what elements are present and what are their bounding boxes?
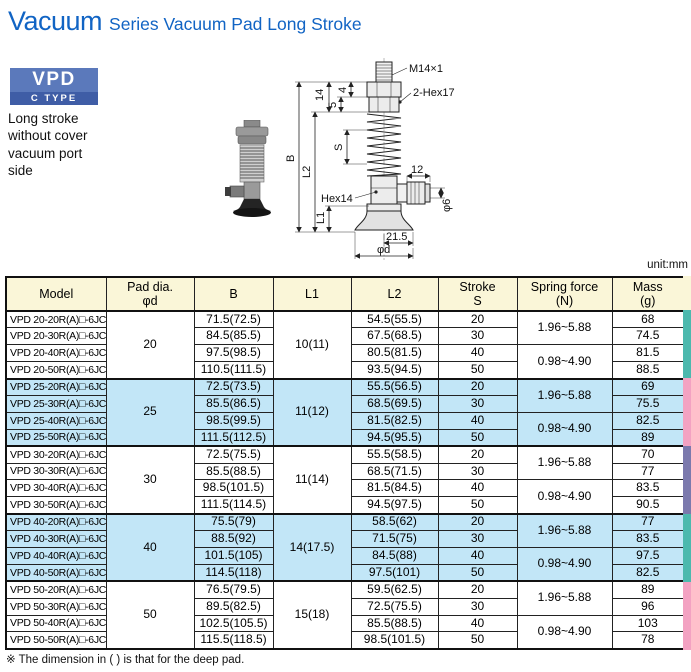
spring-force-cell: 0.98~4.90 [517,547,612,581]
table-row [6,514,684,531]
b-cell: 85.5(86.5) [194,395,273,412]
mass-cell: 74.5 [612,328,684,345]
model-cell: VPD 20-20R(A)□-6JC [6,311,106,328]
model-cell: VPD 40-40R(A)□-6JC [6,547,106,564]
col-header-stroke: Stroke S [438,277,517,311]
stroke-cell: 50 [438,362,517,379]
stroke-cell: 20 [438,446,517,463]
b-cell: 72.5(73.5) [194,379,273,396]
mass-cell: 89 [612,581,684,598]
dim-label-5: 5 [327,101,339,108]
model-cell: VPD 25-30R(A)□-6JC [6,395,106,412]
l2-cell: 68.5(71.5) [351,463,438,480]
model-cell: VPD 50-40R(A)□-6JC [6,615,106,632]
l2-cell: 55.5(58.5) [351,446,438,463]
b-cell: 71.5(72.5) [194,311,273,328]
stroke-cell: 20 [438,379,517,396]
b-cell: 97.5(98.5) [194,345,273,362]
stroke-cell: 40 [438,615,517,632]
col-header-spring-force: Spring force (N) [517,277,612,311]
l2-cell: 71.5(75) [351,531,438,548]
b-cell: 98.5(101.5) [194,480,273,497]
mass-cell: 70 [612,446,684,463]
l2-cell: 67.5(68.5) [351,328,438,345]
mass-cell: 68 [612,311,684,328]
mass-cell: 97.5 [612,547,684,564]
strips [683,310,691,650]
spring-force-cell: 1.96~5.88 [517,514,612,548]
spring-force-cell: 0.98~4.90 [517,615,612,649]
dim-label-phid: φd [377,244,391,256]
l2-cell: 93.5(94.5) [351,362,438,379]
col-header-l2: L2 [351,277,438,311]
product-photo [216,120,288,220]
dim-label-12: 12 [411,164,424,176]
dim-label-l1: L1 [315,211,327,224]
l2-cell: 97.5(101) [351,564,438,581]
stroke-cell: 40 [438,412,517,429]
l1-cell: 15(18) [273,581,351,649]
dim-label-hex17: 2-Hex17 [413,87,455,99]
dim-label-l2: L2 [301,165,313,178]
model-cell: VPD 25-20R(A)□-6JC [6,379,106,396]
l2-cell: 94.5(97.5) [351,497,438,514]
stroke-cell: 30 [438,531,517,548]
mass-cell: 89 [612,429,684,446]
table-row [6,446,684,463]
mass-cell: 88.5 [612,362,684,379]
b-cell: 115.5(118.5) [194,632,273,649]
mass-cell: 75.5 [612,395,684,412]
b-cell: 72.5(75.5) [194,446,273,463]
group-color-strip [683,446,691,514]
l1-cell: 10(11) [273,311,351,379]
model-cell: VPD 20-40R(A)□-6JC [6,345,106,362]
l1-cell: 11(14) [273,446,351,514]
b-cell: 84.5(85.5) [194,328,273,345]
stroke-cell: 30 [438,598,517,615]
model-cell: VPD 50-20R(A)□-6JC [6,581,106,598]
pad-dia-cell: 50 [106,581,194,649]
spring-force-cell: 0.98~4.90 [517,345,612,379]
technical-drawing [283,54,505,270]
stroke-cell: 30 [438,463,517,480]
stroke-cell: 40 [438,547,517,564]
mass-cell: 78 [612,632,684,649]
b-cell: 89.5(82.5) [194,598,273,615]
b-cell: 102.5(105.5) [194,615,273,632]
col-header-pad-dia: Pad dia. φd [106,277,194,311]
b-cell: 76.5(79.5) [194,581,273,598]
stroke-cell: 50 [438,497,517,514]
dim-label-21-5: 21.5 [386,231,408,243]
footnote: ※ The dimension in ( ) is that for the deep pad. [6,654,245,666]
col-header-mass: Mass (g) [612,277,684,311]
mass-cell: 81.5 [612,345,684,362]
mass-cell: 82.5 [612,412,684,429]
model-cell: VPD 50-30R(A)□-6JC [6,598,106,615]
model-cell: VPD 30-40R(A)□-6JC [6,480,106,497]
stroke-cell: 50 [438,429,517,446]
l2-cell: 55.5(56.5) [351,379,438,396]
model-cell: VPD 25-50R(A)□-6JC [6,429,106,446]
table-row [6,581,684,598]
spring-force-cell: 1.96~5.88 [517,581,612,615]
dim-label-s: S [333,143,345,151]
pad-dia-cell: 30 [106,446,194,514]
dim-label-14: 14 [314,88,326,101]
series-name: Vacuum [8,6,103,36]
l2-cell: 98.5(101.5) [351,632,438,649]
mass-cell: 90.5 [612,497,684,514]
model-cell: VPD 20-30R(A)□-6JC [6,328,106,345]
dim-label-b: B [285,154,297,162]
col-header-l1: L1 [273,277,351,311]
header-row [6,277,684,311]
table-row [6,311,684,328]
l2-cell: 72.5(75.5) [351,598,438,615]
group-color-strip [683,310,691,378]
l2-cell: 81.5(84.5) [351,480,438,497]
mass-cell: 82.5 [612,564,684,581]
l1-cell: 14(17.5) [273,514,351,582]
mass-cell: 83.5 [612,480,684,497]
group-color-strip [683,582,691,650]
model-cell: VPD 25-40R(A)□-6JC [6,412,106,429]
mass-cell: 69 [612,379,684,396]
l2-cell: 54.5(55.5) [351,311,438,328]
l2-cell: 59.5(62.5) [351,581,438,598]
mass-cell: 77 [612,514,684,531]
col-header-b: B [194,277,273,311]
l2-cell: 68.5(69.5) [351,395,438,412]
stroke-cell: 20 [438,514,517,531]
mass-cell: 77 [612,463,684,480]
dim-label-4: 4 [337,86,349,93]
group-color-strip [683,378,691,446]
model-cell: VPD 20-50R(A)□-6JC [6,362,106,379]
spring-force-cell: 1.96~5.88 [517,446,612,480]
unit-label: unit:mm [647,259,688,271]
pad-dia-cell: 20 [106,311,194,379]
model-cell: VPD 40-30R(A)□-6JC [6,531,106,548]
b-cell: 111.5(112.5) [194,429,273,446]
b-cell: 110.5(111.5) [194,362,273,379]
l1-cell: 11(12) [273,379,351,447]
product-description: Long stroke without cover vacuum port side [8,111,88,178]
b-cell: 114.5(118) [194,564,273,581]
table-row [6,379,684,396]
b-cell: 98.5(99.5) [194,412,273,429]
spring-force-cell: 0.98~4.90 [517,412,612,446]
pad-dia-cell: 25 [106,379,194,447]
model-cell: VPD 40-50R(A)□-6JC [6,564,106,581]
col-header-model: Model [6,277,106,311]
pad-dia-cell: 40 [106,514,194,582]
series-subtitle: Series Vacuum Pad Long Stroke [109,14,362,34]
spring-force-cell: 1.96~5.88 [517,379,612,413]
l2-cell: 58.5(62) [351,514,438,531]
b-cell: 101.5(105) [194,547,273,564]
type-badge-type: C TYPE [10,92,98,105]
b-cell: 111.5(114.5) [194,497,273,514]
model-cell: VPD 40-20R(A)□-6JC [6,514,106,531]
b-cell: 75.5(79) [194,514,273,531]
type-badge-code: VPD [10,68,98,92]
b-cell: 85.5(88.5) [194,463,273,480]
stroke-cell: 50 [438,564,517,581]
l2-cell: 85.5(88.5) [351,615,438,632]
mass-cell: 83.5 [612,531,684,548]
group-color-strip [683,514,691,582]
dim-label-phi6: φ6 [441,198,453,212]
stroke-cell: 20 [438,581,517,598]
l2-cell: 84.5(88) [351,547,438,564]
spec-table [5,276,685,650]
model-cell: VPD 30-50R(A)□-6JC [6,497,106,514]
spring-force-cell: 0.98~4.90 [517,480,612,514]
header-edge-strip [683,276,691,310]
mass-cell: 96 [612,598,684,615]
l2-cell: 81.5(82.5) [351,412,438,429]
spring-force-cell: 1.96~5.88 [517,311,612,345]
page-title [8,6,362,37]
stroke-cell: 40 [438,480,517,497]
model-cell: VPD 30-30R(A)□-6JC [6,463,106,480]
stroke-cell: 30 [438,328,517,345]
dim-label-m14: M14×1 [409,63,443,75]
dim-label-hex14: Hex14 [321,193,353,205]
model-cell: VPD 30-20R(A)□-6JC [6,446,106,463]
model-cell: VPD 50-50R(A)□-6JC [6,632,106,649]
b-cell: 88.5(92) [194,531,273,548]
stroke-cell: 40 [438,345,517,362]
spec-table-body [6,311,684,649]
mass-cell: 103 [612,615,684,632]
stroke-cell: 30 [438,395,517,412]
type-badge [10,68,98,105]
l2-cell: 80.5(81.5) [351,345,438,362]
stroke-cell: 50 [438,632,517,649]
stroke-cell: 20 [438,311,517,328]
l2-cell: 94.5(95.5) [351,429,438,446]
